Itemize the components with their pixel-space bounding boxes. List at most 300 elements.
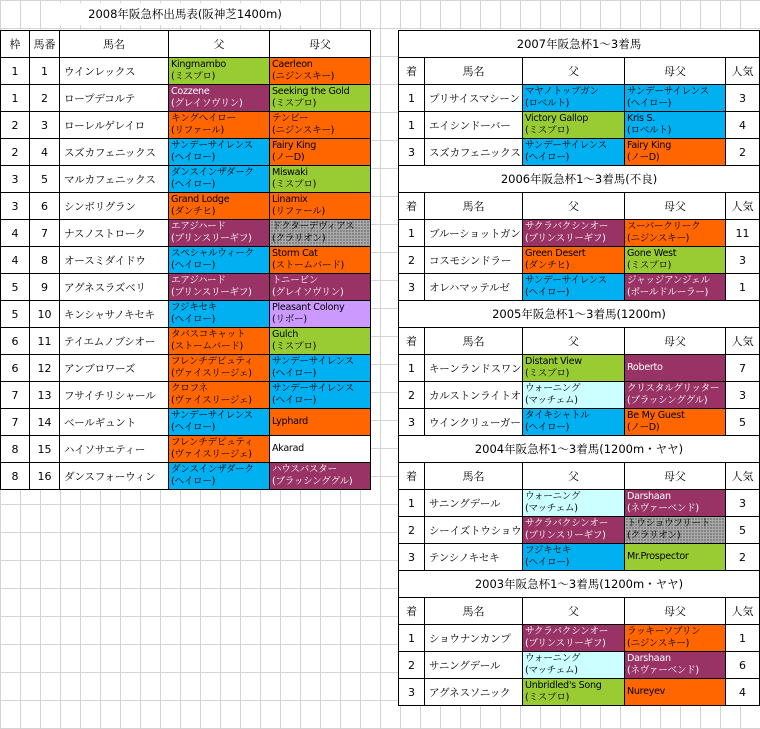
sire-cell-name: ダンスインザダーク xyxy=(171,464,254,475)
umaban-cell: 10 xyxy=(30,301,60,328)
sire-cell xyxy=(169,463,270,490)
damsire-cell-name: Gone West xyxy=(627,248,677,259)
waku-cell: 2 xyxy=(1,112,30,139)
year-title: 2005年阪急杯1～3着馬(1200m) xyxy=(399,301,760,328)
damsire-cell xyxy=(270,409,371,436)
damsire-cell-line: (リファール) xyxy=(272,206,325,217)
sire-cell-name: スペシャルウィーク xyxy=(171,248,254,259)
finish-cell: 3 xyxy=(399,409,425,436)
sire-cell xyxy=(523,139,625,166)
damsire-cell-line: (ボールドルーラー) xyxy=(627,287,709,298)
umaban-cell: 9 xyxy=(30,274,60,301)
popularity-cell: 1 xyxy=(726,625,760,652)
damsire-cell-line: (ニジンスキー) xyxy=(627,638,690,649)
header-horse-name: 馬名 xyxy=(60,31,169,58)
past-row xyxy=(399,112,760,139)
damsire-cell xyxy=(625,544,726,571)
umaban-cell: 14 xyxy=(30,409,60,436)
damsire-cell xyxy=(270,193,371,220)
damsire-cell-name: トニービン xyxy=(272,275,319,286)
finish-cell: 2 xyxy=(399,382,425,409)
damsire-cell xyxy=(625,274,726,301)
sire-cell-line: (ヘイロー) xyxy=(525,152,570,163)
horse-name-cell: カルストンライトオ xyxy=(425,382,523,409)
entry-row xyxy=(1,58,371,85)
sire-cell xyxy=(169,355,270,382)
sire-cell xyxy=(169,328,270,355)
damsire-cell-name: Seeking the Gold xyxy=(272,86,350,97)
umaban-cell: 3 xyxy=(30,112,60,139)
umaban-cell: 16 xyxy=(30,463,60,490)
damsire-cell-line: (グレイソヴリン) xyxy=(272,287,344,298)
damsire-cell-line: (ネヴァーベンド) xyxy=(627,503,699,514)
past-row xyxy=(399,274,760,301)
past-header-horse-name: 馬名 xyxy=(425,463,523,490)
horse-name-cell: オレハマッテルゼ xyxy=(425,274,523,301)
damsire-cell-line: (ブラッシンググル) xyxy=(272,476,353,487)
sire-cell-name: マヤノトップガン xyxy=(525,86,599,97)
popularity-cell: 5 xyxy=(726,409,760,436)
entry-row xyxy=(1,274,371,301)
waku-cell: 1 xyxy=(1,58,30,85)
past-header-damsire: 母父 xyxy=(625,328,726,355)
sire-cell xyxy=(523,382,625,409)
past-header-popularity: 人気 xyxy=(726,193,760,220)
horse-name-cell: ブルーショットガン xyxy=(425,220,523,247)
damsire-cell-name: Nureyev xyxy=(627,686,666,697)
horse-name-cell: プリサイスマシーン xyxy=(425,85,523,112)
horse-name-cell: サニングデール xyxy=(425,652,523,679)
sire-cell-name: キングへイロー xyxy=(171,113,236,124)
past-header-sire: 父 xyxy=(523,58,625,85)
popularity-cell: 7 xyxy=(726,355,760,382)
entry-row xyxy=(1,463,371,490)
umaban-cell: 13 xyxy=(30,382,60,409)
sire-cell xyxy=(523,85,625,112)
damsire-cell-name: ジャッジアンジェル xyxy=(627,275,710,286)
damsire-cell-line: (ヘイロー) xyxy=(272,368,317,379)
year-title-row xyxy=(399,301,760,328)
horse-name-cell: シンボリグラン xyxy=(60,193,169,220)
damsire-cell xyxy=(270,436,371,463)
finish-cell: 2 xyxy=(399,652,425,679)
sire-cell-line: (ヘイロー) xyxy=(171,152,216,163)
past-header-horse-name: 馬名 xyxy=(425,58,523,85)
damsire-cell xyxy=(625,139,726,166)
past-results-table xyxy=(398,30,760,706)
sire-cell-line: (ミスプロ) xyxy=(525,692,570,703)
popularity-cell: 4 xyxy=(726,112,760,139)
waku-cell: 3 xyxy=(1,166,30,193)
umaban-cell: 12 xyxy=(30,355,60,382)
entry-row xyxy=(1,220,371,247)
popularity-cell: 3 xyxy=(726,247,760,274)
sire-cell-line: (ミスプロ) xyxy=(171,71,216,82)
entry-row xyxy=(1,139,371,166)
sire-cell-line: (ストームバード) xyxy=(171,341,243,352)
year-title-row xyxy=(399,571,760,598)
sire-cell xyxy=(169,220,270,247)
damsire-cell-line: (ノーD) xyxy=(627,422,660,433)
damsire-cell xyxy=(270,139,371,166)
horse-name-cell: テンシノキセキ xyxy=(425,544,523,571)
horse-name-cell: スズカフェニックス xyxy=(425,139,523,166)
popularity-cell: 5 xyxy=(726,517,760,544)
damsire-cell-line: (ストームバード) xyxy=(272,260,344,271)
past-header-row xyxy=(399,328,760,355)
sire-cell xyxy=(523,544,625,571)
horse-name-cell: キーンランドスワン xyxy=(425,355,523,382)
sire-cell xyxy=(169,193,270,220)
finish-cell: 3 xyxy=(399,679,425,706)
waku-cell: 7 xyxy=(1,382,30,409)
damsire-cell-name: Roberto xyxy=(627,362,663,373)
sire-cell-line: (ヘイロー) xyxy=(171,422,216,433)
header-umaban: 馬番 xyxy=(30,31,60,58)
sire-cell-name: サクラバクシンオー xyxy=(525,518,609,529)
umaban-cell: 5 xyxy=(30,166,60,193)
damsire-cell-line: (ミスプロ) xyxy=(272,341,317,352)
sire-cell-line: (ヘイロー) xyxy=(525,287,570,298)
popularity-cell: 2 xyxy=(726,544,760,571)
sire-cell-name: ウォーニング xyxy=(525,653,581,664)
sire-cell xyxy=(523,247,625,274)
past-row xyxy=(399,517,760,544)
damsire-cell-line: (リボー) xyxy=(272,314,307,325)
damsire-cell-name: ラッキーソブリン xyxy=(627,626,701,637)
past-header-popularity: 人気 xyxy=(726,58,760,85)
horse-name-cell: キンシャサノキセキ xyxy=(60,301,169,328)
damsire-cell-name: Storm Cat xyxy=(272,248,318,259)
damsire-cell-name: Kris S. xyxy=(627,113,655,124)
past-row xyxy=(399,355,760,382)
sire-cell xyxy=(169,436,270,463)
damsire-cell-line: (ブラッシンググル) xyxy=(627,395,708,406)
waku-cell: 5 xyxy=(1,301,30,328)
sire-cell-name: サンデーサイレンス xyxy=(525,140,607,151)
damsire-cell xyxy=(270,112,371,139)
sire-cell-name: エアジハード xyxy=(171,275,226,286)
past-row xyxy=(399,652,760,679)
horse-name-cell: ダンスフォーウィン xyxy=(60,463,169,490)
damsire-cell xyxy=(625,85,726,112)
year-title: 2007年阪急杯1～3着馬 xyxy=(399,31,760,58)
entry-row xyxy=(1,409,371,436)
finish-cell: 3 xyxy=(399,544,425,571)
entry-row xyxy=(1,355,371,382)
popularity-cell: 11 xyxy=(726,220,760,247)
sire-cell xyxy=(169,301,270,328)
damsire-cell-name: Pleasant Colony xyxy=(272,302,345,313)
sire-cell xyxy=(169,247,270,274)
damsire-cell xyxy=(625,382,726,409)
horse-name-cell: エイシンドーバー xyxy=(425,112,523,139)
damsire-cell-name: Lyphard xyxy=(272,416,308,427)
damsire-cell-name: トウショウフリート xyxy=(627,518,711,529)
sire-cell-name: エアジハード xyxy=(171,221,226,232)
sire-cell-line: (ヘイロー) xyxy=(171,260,216,271)
damsire-cell xyxy=(270,463,371,490)
horse-name-cell: テイエムノブシオー xyxy=(60,328,169,355)
sire-cell-name: タバスコキャット xyxy=(171,329,246,340)
entries-title: 2008年阪急杯出馬表(阪神芝1400m) xyxy=(60,3,310,25)
past-header-finish: 着 xyxy=(399,463,425,490)
past-row xyxy=(399,409,760,436)
entry-row xyxy=(1,85,371,112)
popularity-cell: 2 xyxy=(726,139,760,166)
damsire-cell-name: ハウスバスター xyxy=(272,464,337,475)
sire-cell-name: フジキセキ xyxy=(525,545,572,556)
damsire-cell-name: Be My Guest xyxy=(627,410,685,421)
horse-name-cell: オースミダイドウ xyxy=(60,247,169,274)
waku-cell: 5 xyxy=(1,274,30,301)
year-title: 2006年阪急杯1～3着馬(不良) xyxy=(399,166,760,193)
sire-cell xyxy=(523,652,625,679)
damsire-cell-line: (ミスプロ) xyxy=(627,260,672,271)
finish-cell: 3 xyxy=(399,139,425,166)
sire-cell-line: (ロベルト) xyxy=(525,98,570,109)
waku-cell: 8 xyxy=(1,436,30,463)
entry-row xyxy=(1,247,371,274)
damsire-cell xyxy=(270,355,371,382)
sire-cell-name: フジキセキ xyxy=(171,302,218,313)
past-header-popularity: 人気 xyxy=(726,328,760,355)
header-sire: 父 xyxy=(169,31,270,58)
damsire-cell-line: (ノーD) xyxy=(627,152,660,163)
year-title-row xyxy=(399,166,760,193)
entries-table xyxy=(0,30,371,490)
waku-cell: 6 xyxy=(1,328,30,355)
horse-name-cell: ロープデコルテ xyxy=(60,85,169,112)
entry-row xyxy=(1,301,371,328)
sire-cell-line: (ミスプロ) xyxy=(525,125,570,136)
year-title-row xyxy=(399,436,760,463)
umaban-cell: 4 xyxy=(30,139,60,166)
past-row xyxy=(399,247,760,274)
waku-cell: 8 xyxy=(1,463,30,490)
sire-cell xyxy=(169,409,270,436)
past-header-horse-name: 馬名 xyxy=(425,598,523,625)
past-row xyxy=(399,85,760,112)
sire-cell-name: Unbridled's Song xyxy=(525,680,602,691)
sire-cell xyxy=(523,274,625,301)
sire-cell-name: Kingmambo xyxy=(171,59,226,70)
umaban-cell: 6 xyxy=(30,193,60,220)
damsire-cell xyxy=(625,355,726,382)
damsire-cell-name: クリスタルグリッター xyxy=(627,383,720,394)
damsire-cell-name: ドクターデヴィアス xyxy=(272,221,355,232)
horse-name-cell: ウインクリューガー xyxy=(425,409,523,436)
sire-cell xyxy=(169,382,270,409)
year-title-row xyxy=(399,31,760,58)
sire-cell-name: サンデーサイレンス xyxy=(171,140,253,151)
past-row xyxy=(399,544,760,571)
sire-cell-line: (ダンチヒ) xyxy=(171,206,216,217)
damsire-cell-line: (ニジンスキー) xyxy=(272,71,335,82)
damsire-cell xyxy=(625,220,726,247)
horse-name-cell: ショウナンカンプ xyxy=(425,625,523,652)
past-row xyxy=(399,490,760,517)
damsire-cell-line: (クラリオン) xyxy=(272,233,326,244)
damsire-cell xyxy=(625,490,726,517)
horse-name-cell: ナスノストローク xyxy=(60,220,169,247)
horse-name-cell: ローレルゲレイロ xyxy=(60,112,169,139)
damsire-cell-line: (ヘイロー) xyxy=(272,395,317,406)
sire-cell-name: サクラバクシンオー xyxy=(525,626,609,637)
sire-cell xyxy=(523,517,625,544)
damsire-cell-name: サンデーサイレンス xyxy=(627,86,709,97)
damsire-cell-name: Mr.Prospector xyxy=(627,551,689,562)
past-header-damsire: 母父 xyxy=(625,58,726,85)
damsire-cell-line: (ロベルト) xyxy=(627,125,672,136)
past-header-damsire: 母父 xyxy=(625,463,726,490)
popularity-cell: 3 xyxy=(726,490,760,517)
sire-cell-line: (ダンチヒ) xyxy=(525,260,570,271)
entry-row xyxy=(1,382,371,409)
umaban-cell: 7 xyxy=(30,220,60,247)
damsire-cell xyxy=(270,220,371,247)
sire-cell-name: Distant View xyxy=(525,356,582,367)
damsire-cell xyxy=(270,247,371,274)
damsire-cell-name: サンデーサイレンス xyxy=(272,383,354,394)
damsire-cell xyxy=(625,409,726,436)
past-header-row xyxy=(399,463,760,490)
year-title: 2004年阪急杯1～3着馬(1200m・ヤヤ) xyxy=(399,436,760,463)
sire-cell-line: (マッチェム) xyxy=(525,395,578,406)
sire-cell-line: (マッチェム) xyxy=(525,503,578,514)
damsire-cell-line: (ミスプロ) xyxy=(272,98,317,109)
horse-name-cell: サニングデール xyxy=(425,490,523,517)
sire-cell-name: フレンチデピュティ xyxy=(171,356,254,367)
horse-name-cell: フサイチリシャール xyxy=(60,382,169,409)
sire-cell-line: (ヘイロー) xyxy=(171,476,216,487)
sire-cell xyxy=(169,58,270,85)
past-header-finish: 着 xyxy=(399,193,425,220)
damsire-cell-name: Caerleon xyxy=(272,59,313,70)
sire-cell xyxy=(523,490,625,517)
horse-name-cell: アグネスソニック xyxy=(425,679,523,706)
damsire-cell-name: Fairy King xyxy=(272,140,316,151)
sire-cell-line: (ヴァイスリージェ) xyxy=(171,449,252,460)
damsire-cell xyxy=(270,58,371,85)
damsire-cell xyxy=(270,328,371,355)
damsire-cell xyxy=(270,274,371,301)
damsire-cell xyxy=(625,517,726,544)
sire-cell xyxy=(169,166,270,193)
waku-cell: 7 xyxy=(1,409,30,436)
sire-cell xyxy=(523,355,625,382)
sire-cell-name: フレンチデピュティ xyxy=(171,437,254,448)
damsire-cell-line: (クラリオン) xyxy=(627,530,681,541)
waku-cell: 1 xyxy=(1,85,30,112)
header-waku: 枠 xyxy=(1,31,30,58)
sire-cell-name: クロフネ xyxy=(171,383,208,394)
entry-row xyxy=(1,193,371,220)
damsire-cell-line: (ニジンスキー) xyxy=(627,233,690,244)
past-header-damsire: 母父 xyxy=(625,598,726,625)
sire-cell xyxy=(169,274,270,301)
sire-cell-name: サクラバクシンオー xyxy=(525,221,609,232)
finish-cell: 1 xyxy=(399,112,425,139)
damsire-cell xyxy=(625,247,726,274)
popularity-cell: 3 xyxy=(726,382,760,409)
past-row xyxy=(399,679,760,706)
damsire-cell-line: (ネヴァーベンド) xyxy=(627,665,699,676)
past-header-finish: 着 xyxy=(399,598,425,625)
damsire-cell-name: テンビー xyxy=(272,113,309,124)
horse-name-cell: コスモシンドラー xyxy=(425,247,523,274)
damsire-cell xyxy=(270,382,371,409)
damsire-cell-name: Gulch xyxy=(272,329,299,340)
sire-cell-name: タイキシャトル xyxy=(525,410,590,421)
sire-cell xyxy=(523,679,625,706)
damsire-cell xyxy=(625,652,726,679)
finish-cell: 1 xyxy=(399,220,425,247)
sire-cell-line: (ヴァイスリージェ) xyxy=(171,395,252,406)
waku-cell: 2 xyxy=(1,139,30,166)
past-header-finish: 着 xyxy=(399,58,425,85)
finish-cell: 1 xyxy=(399,85,425,112)
damsire-cell xyxy=(270,301,371,328)
past-row xyxy=(399,625,760,652)
sire-cell-line: (プリンスリーギフ) xyxy=(525,638,606,649)
past-header-row xyxy=(399,598,760,625)
sire-cell-line: (ミスプロ) xyxy=(525,368,570,379)
damsire-cell xyxy=(625,112,726,139)
damsire-cell-name: Miswaki xyxy=(272,167,308,178)
umaban-cell: 2 xyxy=(30,85,60,112)
damsire-cell-name: スーパークリーク xyxy=(627,221,701,232)
past-header-horse-name: 馬名 xyxy=(425,193,523,220)
sire-cell xyxy=(523,625,625,652)
entries-header-row xyxy=(1,31,371,58)
past-header-sire: 父 xyxy=(523,463,625,490)
past-header-popularity: 人気 xyxy=(726,463,760,490)
damsire-cell-name: Linamix xyxy=(272,194,308,205)
entry-row xyxy=(1,328,371,355)
past-header-sire: 父 xyxy=(523,193,625,220)
finish-cell: 3 xyxy=(399,274,425,301)
sire-cell-line: (プリンスリーギフ) xyxy=(525,530,606,541)
past-header-popularity: 人気 xyxy=(726,598,760,625)
horse-name-cell: アグネスラズベリ xyxy=(60,274,169,301)
sire-cell xyxy=(169,85,270,112)
finish-cell: 2 xyxy=(399,517,425,544)
past-header-row xyxy=(399,193,760,220)
sire-cell-line: (リファール) xyxy=(171,125,224,136)
entry-row xyxy=(1,112,371,139)
past-row xyxy=(399,382,760,409)
damsire-cell xyxy=(270,166,371,193)
damsire-cell-name: Darshaan xyxy=(627,491,671,502)
past-header-sire: 父 xyxy=(523,598,625,625)
sire-cell-line: (ヘイロー) xyxy=(171,179,216,190)
sire-cell-line: (プリンスリーギフ) xyxy=(171,233,252,244)
past-row xyxy=(399,139,760,166)
finish-cell: 2 xyxy=(399,247,425,274)
popularity-cell: 6 xyxy=(726,652,760,679)
sire-cell-line: (グレイソヴリン) xyxy=(171,98,243,109)
waku-cell: 6 xyxy=(1,355,30,382)
sire-cell-line: (プリンスリーギフ) xyxy=(171,287,252,298)
finish-cell: 1 xyxy=(399,355,425,382)
sire-cell-name: Green Desert xyxy=(525,248,586,259)
past-row xyxy=(399,220,760,247)
waku-cell: 4 xyxy=(1,220,30,247)
sire-cell-line: (プリンスリーギフ) xyxy=(525,233,606,244)
sire-cell-name: Cozzene xyxy=(171,86,210,97)
sire-cell-name: サンデーサイレンス xyxy=(525,275,607,286)
